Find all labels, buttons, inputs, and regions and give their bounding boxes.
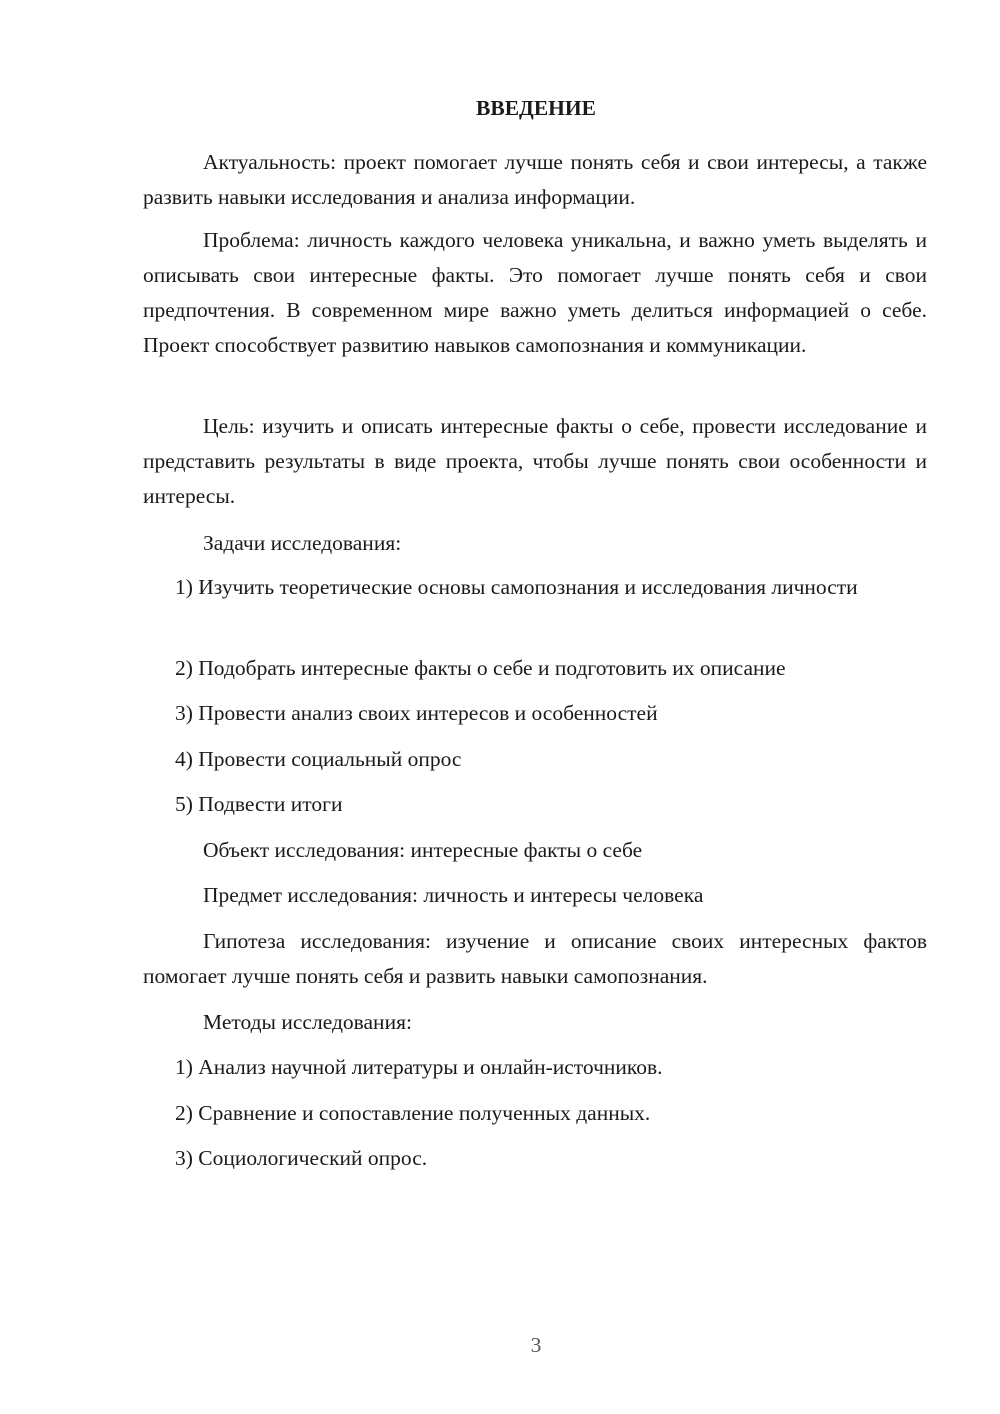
actuality-paragraph: Актуальность: проект помогает лучше понять себя и свои интересы, а также развить навыки исследования и анализа информации. <box>143 150 927 209</box>
goal-paragraph: Цель: изучить и описать интересные факты о себе, провести исследование и представить результаты в виде проекта, чтобы лучше понять свои особенности и интересы. <box>143 414 927 508</box>
methods-heading: Методы исследования: <box>203 1010 412 1034</box>
task-item-3: 3) Провести анализ своих интересов и особенностей <box>175 701 658 725</box>
method-item-3: 3) Социологический опрос. <box>175 1146 428 1170</box>
page-title: ВВЕДЕНИЕ <box>476 96 596 120</box>
method-item-1: 1) Анализ научной литературы и онлайн-источников. <box>175 1055 663 1079</box>
research-subject: Предмет исследования: личность и интересы человека <box>203 883 704 907</box>
tasks-heading: Задачи исследования: <box>203 531 402 555</box>
task-item-2: 2) Подобрать интересные факты о себе и подготовить их описание <box>175 656 786 680</box>
hypothesis-paragraph: Гипотеза исследования: изучение и описание своих интересных фактов помогает лучше понять себя и развить навыки самопознания. <box>143 929 927 988</box>
problem-paragraph: Проблема: личность каждого человека уникальна, и важно уметь выделять и описывать свои интересные факты. Это помогает лучше понять себя и свои предпочтения. В современном мире важно уметь делиться информацией о себе. Проект способствует развитию навыков самопознания и коммуникации. <box>143 228 927 357</box>
task-item-1: 1) Изучить теоретические основы самопознания и исследования личности <box>175 575 858 599</box>
task-item-5: 5) Подвести итоги <box>175 792 343 816</box>
page-number: 3 <box>530 1333 542 1357</box>
method-item-2: 2) Сравнение и сопоставление полученных данных. <box>175 1101 651 1125</box>
research-object: Объект исследования: интересные факты о себе <box>203 838 643 862</box>
task-item-4: 4) Провести социальный опрос <box>175 747 462 771</box>
